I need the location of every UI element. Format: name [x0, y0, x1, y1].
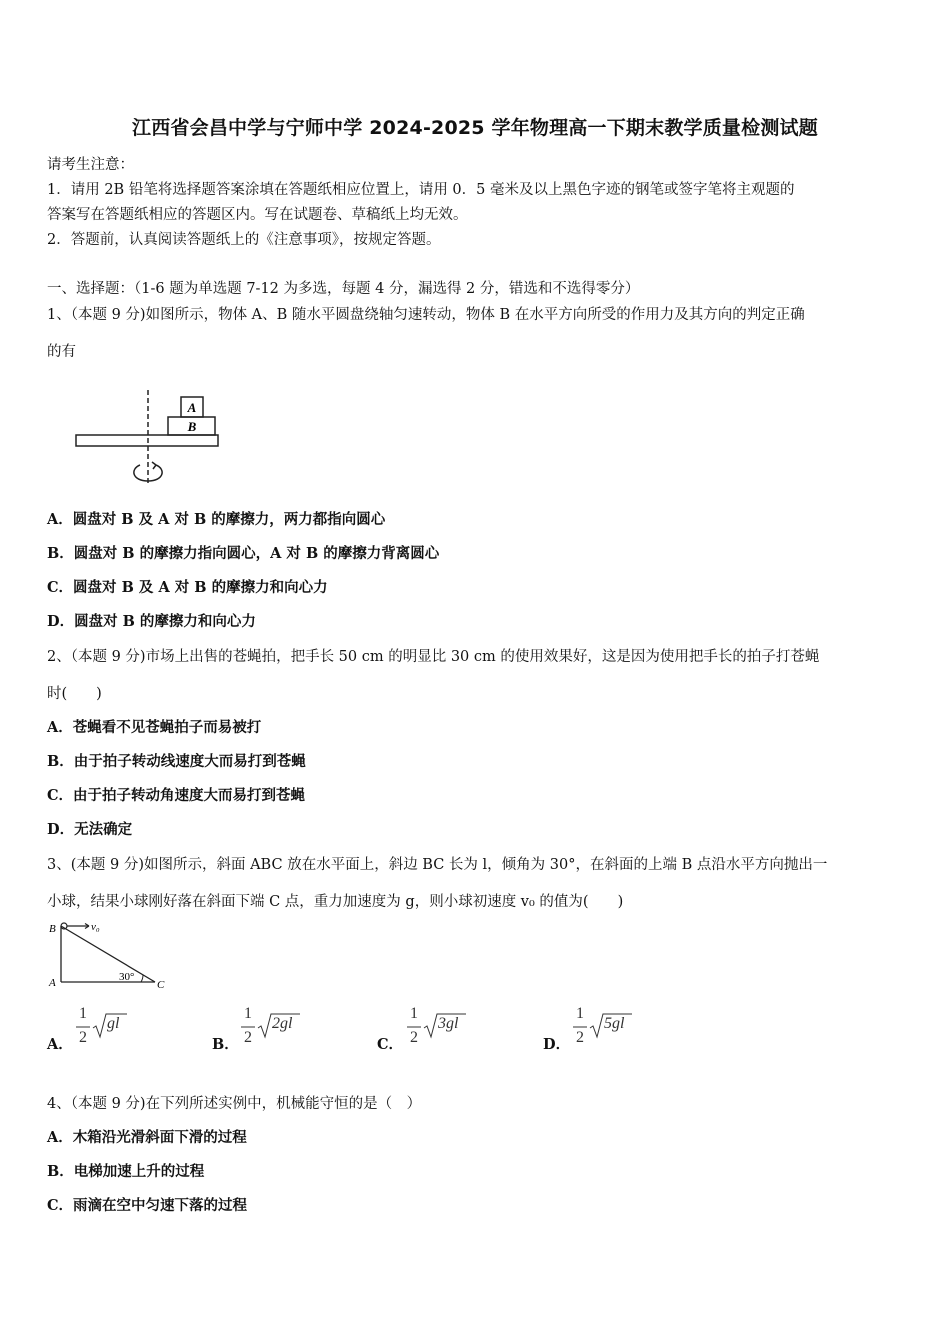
question-3-option-b-label[interactable]: B． [212, 1036, 239, 1053]
question-2-option-b[interactable]: B．由于拍子转动线速度大而易打到苍蝇 [47, 753, 306, 770]
question-1-option-c[interactable]: C．圆盘对 B 及 A 对 B 的摩擦力和向心力 [47, 579, 328, 596]
page-title: 江西省会昌中学与宁师中学 2024-2025 学年物理高一下期末教学质量检测试题 [132, 117, 818, 139]
question-2-option-c[interactable]: C．由于拍子转动角速度大而易打到苍蝇 [47, 787, 306, 804]
question-2-line-1: 2、（本题 9 分)市场上出售的苍蝇拍，把手长 50 cm 的明显比 30 cm 的使用效果好，这是因为使用把手长的拍子打苍蝇 [47, 649, 820, 665]
question-1-option-d[interactable]: D．圆盘对 B 的摩擦力和向心力 [47, 613, 256, 630]
question-3-line-2: 小球，结果小球刚好落在斜面下端 C 点，重力加速度为 g，则小球初速度 v₀ 的值为( ) [47, 894, 624, 910]
question-3-option-a-label[interactable]: A． [47, 1036, 73, 1053]
question-2-line-2: 时( ) [47, 686, 102, 702]
question-1-option-a[interactable]: A．圆盘对 B 及 A 对 B 的摩擦力，两力都指向圆心 [47, 511, 386, 528]
figure-label-a: A [187, 400, 197, 415]
figure-label-a: A [49, 977, 56, 989]
figure-label-angle: 30° [119, 971, 135, 983]
figure-label-b: B [49, 923, 56, 935]
question-3-option-d-label[interactable]: D． [543, 1036, 571, 1053]
question-4-line-1: 4、（本题 9 分)在下列所述实例中，机械能守恒的是（ ） [47, 1096, 422, 1112]
question-1-figure [70, 385, 230, 490]
question-2-option-d[interactable]: D．无法确定 [47, 821, 133, 838]
question-2-option-a[interactable]: A．苍蝇看不见苍蝇拍子而易被打 [47, 719, 262, 736]
question-4-option-c[interactable]: C．雨滴在空中匀速下落的过程 [47, 1197, 248, 1214]
question-1-line-2: 的有 [47, 344, 76, 360]
question-3-figure [45, 918, 175, 993]
notice-line-2: 2．答题前，认真阅读答题纸上的《注意事项》，按规定答题。 [47, 232, 441, 248]
question-1-option-b[interactable]: B．圆盘对 B 的摩擦力指向圆心，A 对 B 的摩擦力背离圆心 [47, 545, 440, 562]
figure-label-b: B [187, 419, 197, 434]
question-1-line-1: 1、（本题 9 分)如图所示，物体 A、B 随水平圆盘绕轴匀速转动，物体 B 在水平方向所受的作用力及其方向的判定正确 [47, 307, 805, 323]
question-4-option-b[interactable]: B．电梯加速上升的过程 [47, 1163, 205, 1180]
question-4-option-a[interactable]: A．木箱沿光滑斜面下滑的过程 [47, 1129, 247, 1146]
figure-label-c: C [157, 979, 165, 991]
notice-line-1b: 答案写在答题纸相应的答题区内。写在试题卷、草稿纸上均无效。 [47, 207, 468, 223]
section-heading: 一、选择题：（1-6 题为单选题 7-12 为多选，每题 4 分，漏选得 2 分，错选和不选得零分） [47, 281, 640, 297]
notice-line-1a: 1．请用 2B 铅笔将选择题答案涂填在答题纸相应位置上，请用 0．5 毫米及以上黑色字迹的钢笔或签字笔将主观题的 [47, 182, 795, 198]
question-3-line-1: 3、(本题 9 分)如图所示，斜面 ABC 放在水平面上，斜边 BC 长为 l，倾角为 30°，在斜面的上端 B 点沿水平方向抛出一 [47, 857, 828, 873]
notice-heading: 请考生注意： [47, 157, 134, 173]
figure-label-v0: v₀ [91, 921, 100, 933]
question-3-option-c-label[interactable]: C． [377, 1036, 404, 1053]
